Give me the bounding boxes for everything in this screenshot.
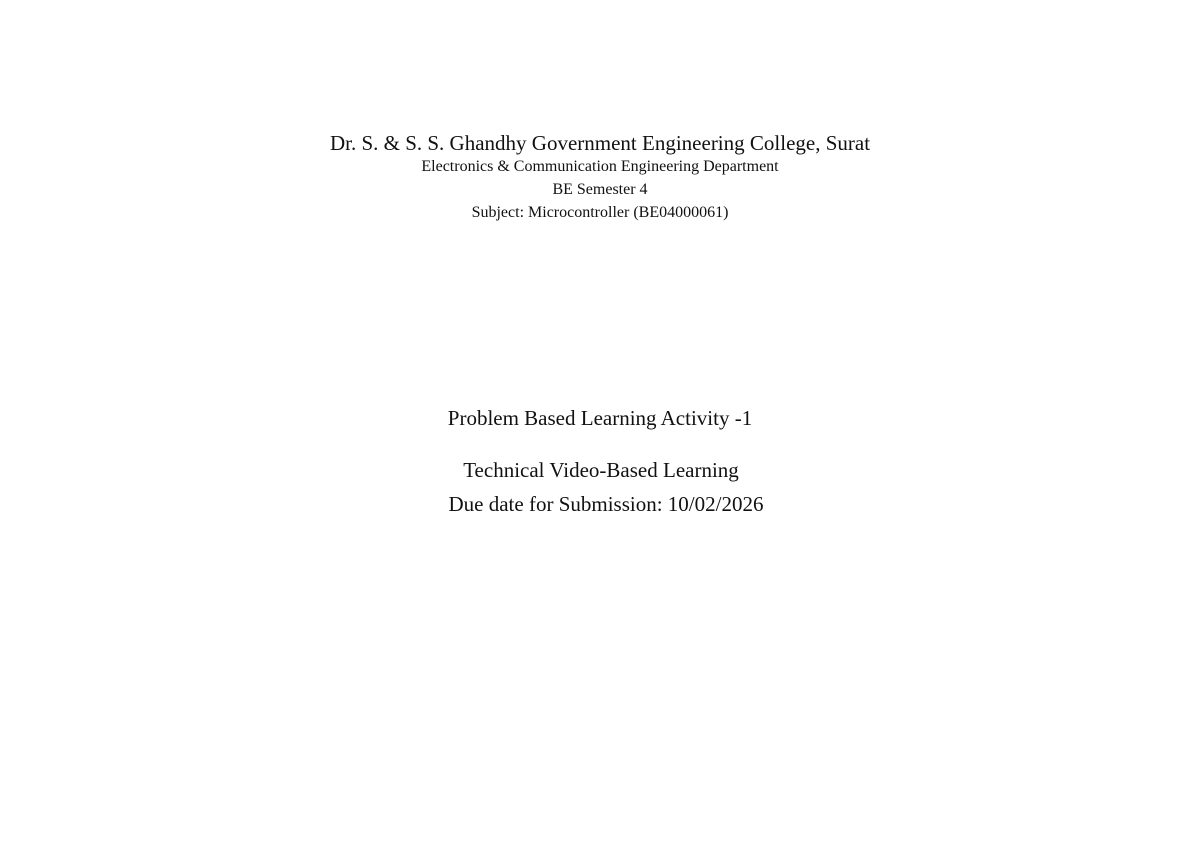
department-name: Electronics & Communication Engineering Department [421,158,779,175]
subject-label: Subject: Microcontroller (BE04000061) [471,204,729,221]
activity-title: Problem Based Learning Activity -1 [447,406,753,430]
college-name: Dr. S. & S. S. Ghandhy Government Engineering College, Surat [329,131,871,155]
due-date: Due date for Submission: 10/02/2026 [448,492,764,516]
activity-topic: Technical Video-Based Learning [463,458,739,482]
semester-label: BE Semester 4 [552,181,648,198]
